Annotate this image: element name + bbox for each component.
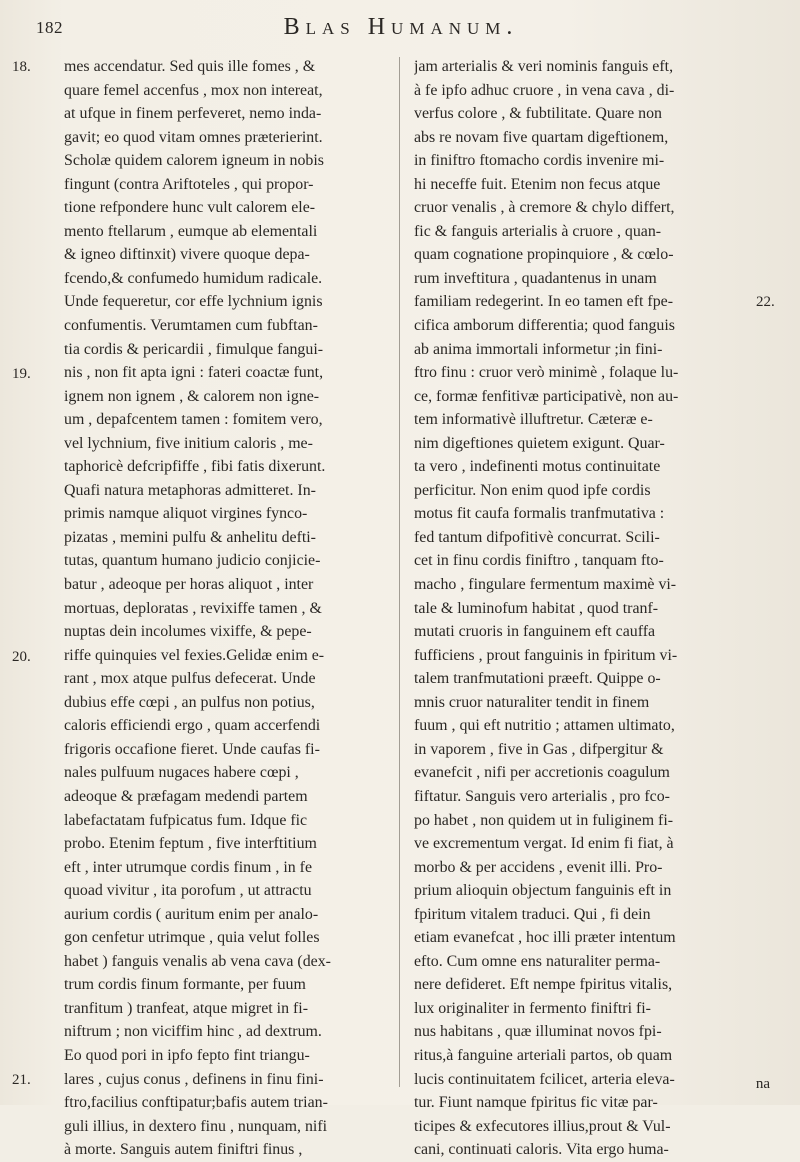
text-line: hi neceffe fuit. Etenim non fecus atque bbox=[414, 175, 661, 193]
text-line: ta vero , indefinenti motus continuitate bbox=[414, 458, 661, 476]
text-line: batur , adeoque per horas aliquot , inter bbox=[64, 576, 314, 594]
text-line: po habet , non quidem ut in fuliginem fi- bbox=[414, 811, 674, 829]
text-line: nus habitans , quæ illuminat novos fpi- bbox=[414, 1023, 662, 1041]
text-line: ab anima immortali informetur ;in fini- bbox=[414, 340, 663, 358]
text-line: Scholæ quidem calorem igneum in nobis bbox=[64, 152, 324, 170]
text-line: aurium cordis ( auritum enim per analo- bbox=[64, 905, 319, 923]
text-line: Unde fequeretur, cor effe lychnium ignis bbox=[64, 293, 323, 311]
text-line: gon cenfetur utrimque , quia velut folles bbox=[64, 929, 320, 947]
text-line: nis , non fit apta igni : fateri coactæ funt, bbox=[64, 364, 324, 382]
margin-number: 19. bbox=[12, 366, 31, 382]
text-line: efto. Cum omne ens naturaliter perma- bbox=[414, 952, 661, 970]
text-line: mento ftellarum , eumque ab elementali bbox=[64, 222, 318, 240]
text-line: nim digeftiones quietem exigunt. Quar- bbox=[414, 434, 665, 452]
catchword: na bbox=[755, 1076, 770, 1092]
text-line: abs re novam five quartam digeftionem, bbox=[414, 128, 669, 146]
text-line: cifica amborum differentia; quod fanguis bbox=[414, 317, 675, 335]
text-line: confumentis. Verumtamen cum fubftan- bbox=[64, 317, 318, 335]
page-number: 182 bbox=[36, 18, 63, 37]
text-line: ignem non ignem , & calorem non igne- bbox=[64, 387, 320, 405]
text-line: Eo quod pori in ipfo fepto fint triangu- bbox=[64, 1046, 310, 1064]
text-line: niftrum ; non viciffim hinc , ad dextrum. bbox=[64, 1023, 322, 1041]
text-line: Quafi natura metaphoras admitteret. In- bbox=[64, 481, 316, 499]
text-line: lares , cujus conus , definens in finu fini- bbox=[64, 1070, 324, 1088]
text-line: cruor venalis , à cremore & chylo differt, bbox=[414, 199, 675, 217]
text-line: mortuas, deploratas , revixiffe tamen , & bbox=[64, 599, 322, 617]
text-line: in finiftro ftomacho cordis invenire mi- bbox=[414, 152, 665, 170]
text-line: tranfitum ) tranfeat, atque migret in fi- bbox=[64, 999, 309, 1017]
text-line: in vaporem , five in Gas , difpergitur & bbox=[414, 740, 664, 758]
right-column bbox=[414, 55, 747, 1162]
text-line: nuptas dein incolumes vixiffe, & pepe- bbox=[64, 623, 312, 641]
text-line: adeoque & præfagam medendi partem bbox=[64, 787, 308, 805]
text-line: fufficiens , prout fanguinis in fpiritum vi- bbox=[414, 646, 678, 664]
text-line: ce, formæ fenfitivæ participativè, non au- bbox=[414, 387, 679, 405]
text-line: perficitur. Non enim quod ipfe cordis bbox=[414, 481, 651, 499]
text-line: lucis continuitatem fcilicet, arteria eleva- bbox=[414, 1070, 675, 1088]
text-line: quam cognatione propinquiore , & cœlo- bbox=[414, 246, 674, 264]
text-line: ftro finu : cruor verò minimè , folaque lu- bbox=[414, 364, 679, 382]
page-header bbox=[18, 14, 784, 50]
text-line: taphoricè defcripfiffe , fibi fatis dixerunt. bbox=[64, 458, 326, 476]
text-line: cet in finu cordis finiftro , tanquam fto- bbox=[414, 552, 664, 570]
text-line: primis namque aliquot virgines fynco- bbox=[64, 505, 308, 523]
text-columns bbox=[12, 55, 788, 1159]
text-line: vel lychnium, five initium caloris , me- bbox=[64, 434, 313, 452]
text-line: evanefcit , nifi per accretionis coagulum bbox=[414, 764, 670, 782]
text-line: tutas, quantum humano judicio conjicie- bbox=[64, 552, 321, 570]
text-line: cani, continuati caloris. Vita ergo huma- bbox=[414, 1141, 669, 1159]
margin-number: 20. bbox=[12, 649, 31, 665]
text-line: at ufque in finem perfeveret, nemo inda- bbox=[64, 105, 322, 123]
text-line: & igneo diftinxit) vivere quoque depa- bbox=[64, 246, 310, 264]
running-head: Blas Humanum. bbox=[283, 14, 519, 40]
text-line: guli illius, in dextero finu , nunquam, nifi bbox=[64, 1117, 328, 1135]
text-line: mutati cruoris in fanguinem eft cauffa bbox=[414, 623, 656, 641]
text-line: riffe quinquies vel fexies.Gelidæ enim e- bbox=[64, 646, 325, 664]
text-line: nales pulfuum nugaces habere cœpi , bbox=[64, 764, 299, 782]
margin-number: 18. bbox=[12, 59, 31, 75]
text-line: à morte. Sanguis autem finiftri finus , bbox=[64, 1141, 303, 1159]
text-line: rant , mox atque pulfus defecerat. Unde bbox=[64, 670, 316, 688]
column-divider bbox=[399, 57, 400, 1087]
text-line: quare femel accenfus , mox non interеat, bbox=[64, 81, 323, 99]
text-line: fingunt (contra Ariftoteles , qui propor- bbox=[64, 175, 314, 193]
text-line: tia cordis & pericardii , fimulque fangui- bbox=[64, 340, 324, 358]
text-line: tem informativè illuftretur. Cæteræ e- bbox=[414, 411, 653, 429]
text-line: caloris efficiendi ergo , quam accerfendi bbox=[64, 717, 321, 735]
text-line: motus fit caufa formalis tranfmutativa : bbox=[414, 505, 665, 523]
text-line: fed tantum difpofitivè concurrat. Scili- bbox=[414, 528, 660, 546]
text-line: probo. Etenim feptum , five interftitium bbox=[64, 835, 317, 853]
text-line: familiam redegerint. In eo tamen eft fpe- bbox=[414, 293, 673, 311]
text-line: tur. Fiunt namque fpiritus fic vitæ par- bbox=[414, 1094, 658, 1112]
text-line: verfus colore , & fubtilitate. Quare non bbox=[414, 105, 662, 123]
text-line: mes accendatur. Sed quis ille fomes , & bbox=[64, 58, 316, 75]
text-line: lux originaliter in fermento finiftri fi- bbox=[414, 999, 651, 1017]
text-line: mnis cruor naturaliter tendit in finem bbox=[414, 693, 650, 711]
text-line: fuum , qui eft nutritio ; attamen ultimato, bbox=[414, 717, 675, 735]
margin-number: 21. bbox=[12, 1072, 31, 1088]
text-line: ve excrementum vergat. Id enim fi fiat, à bbox=[414, 835, 674, 853]
text-line: um , depafcentem tamen : fomitem vero, bbox=[64, 411, 323, 429]
text-line: fcendo,& confumedo humidum radicale. bbox=[64, 269, 323, 287]
text-line: talem tranfmutationi præeft. Quippe o- bbox=[414, 670, 661, 688]
text-line: trum cordis finum formante, per fuum bbox=[64, 976, 306, 994]
text-line: jam arterialis & veri nominis fanguis eft, bbox=[414, 58, 674, 75]
text-line: ftro,facilius conftipatur;bafis autem trian- bbox=[64, 1094, 328, 1112]
text-line: labefactatam fufpicatus fum. Idque fic bbox=[64, 811, 308, 829]
text-line: pizatas , memini pulfu & anhelitu defti- bbox=[64, 528, 316, 546]
text-line: tione refpondere hunc vult calorem ele- bbox=[64, 199, 316, 217]
text-line: morbo & per accidens , evenit illi. Pro- bbox=[414, 858, 663, 876]
left-column bbox=[64, 55, 391, 1162]
text-line: à fe ipfo adhuc cruore , in vena cava , di- bbox=[414, 81, 675, 99]
text-line: dubius effe cœpi , an pulfus non potius, bbox=[64, 693, 315, 711]
text-line: macho , fingulare fermentum maximè vi- bbox=[414, 576, 677, 594]
text-line: quoad vivitur , ita porofum , ut attractu bbox=[64, 882, 312, 900]
text-line: eft , inter utrumque cordis finum , in fe bbox=[64, 858, 313, 876]
text-line: rum inveftitura , quadantenus in unam bbox=[414, 269, 657, 287]
text-line: prium alioquin objectum fanguinis eft in bbox=[414, 882, 672, 900]
text-line: tale & luminofum habitat , quod tranf- bbox=[414, 599, 659, 617]
text-line: etiam evanefcat , hoc illi præter intentum bbox=[414, 929, 676, 947]
text-line: frigoris occafione fieret. Unde caufas fi- bbox=[64, 740, 320, 758]
text-line: ritus,à fanguine arteriali partos, ob quam bbox=[414, 1046, 673, 1064]
text-line: habet ) fanguis venalis ab vena cava (dex- bbox=[64, 952, 331, 970]
margin-number: 22. bbox=[756, 294, 775, 310]
text-line: nere defideret. Eft nempe fpiritus vitalis, bbox=[414, 976, 673, 994]
text-line: fic & fanguis arterialis à cruore , quan- bbox=[414, 222, 662, 240]
text-line: fiftatur. Sanguis vero arterialis , pro fco- bbox=[414, 787, 670, 805]
text-line: ticipes & exfecutores illius,prout & Vul- bbox=[414, 1117, 671, 1135]
text-line: fpiritum vitalem traduci. Qui , fi dein bbox=[414, 905, 651, 923]
text-line: gavit; eo quod vitam omnes præterierint. bbox=[64, 128, 323, 146]
